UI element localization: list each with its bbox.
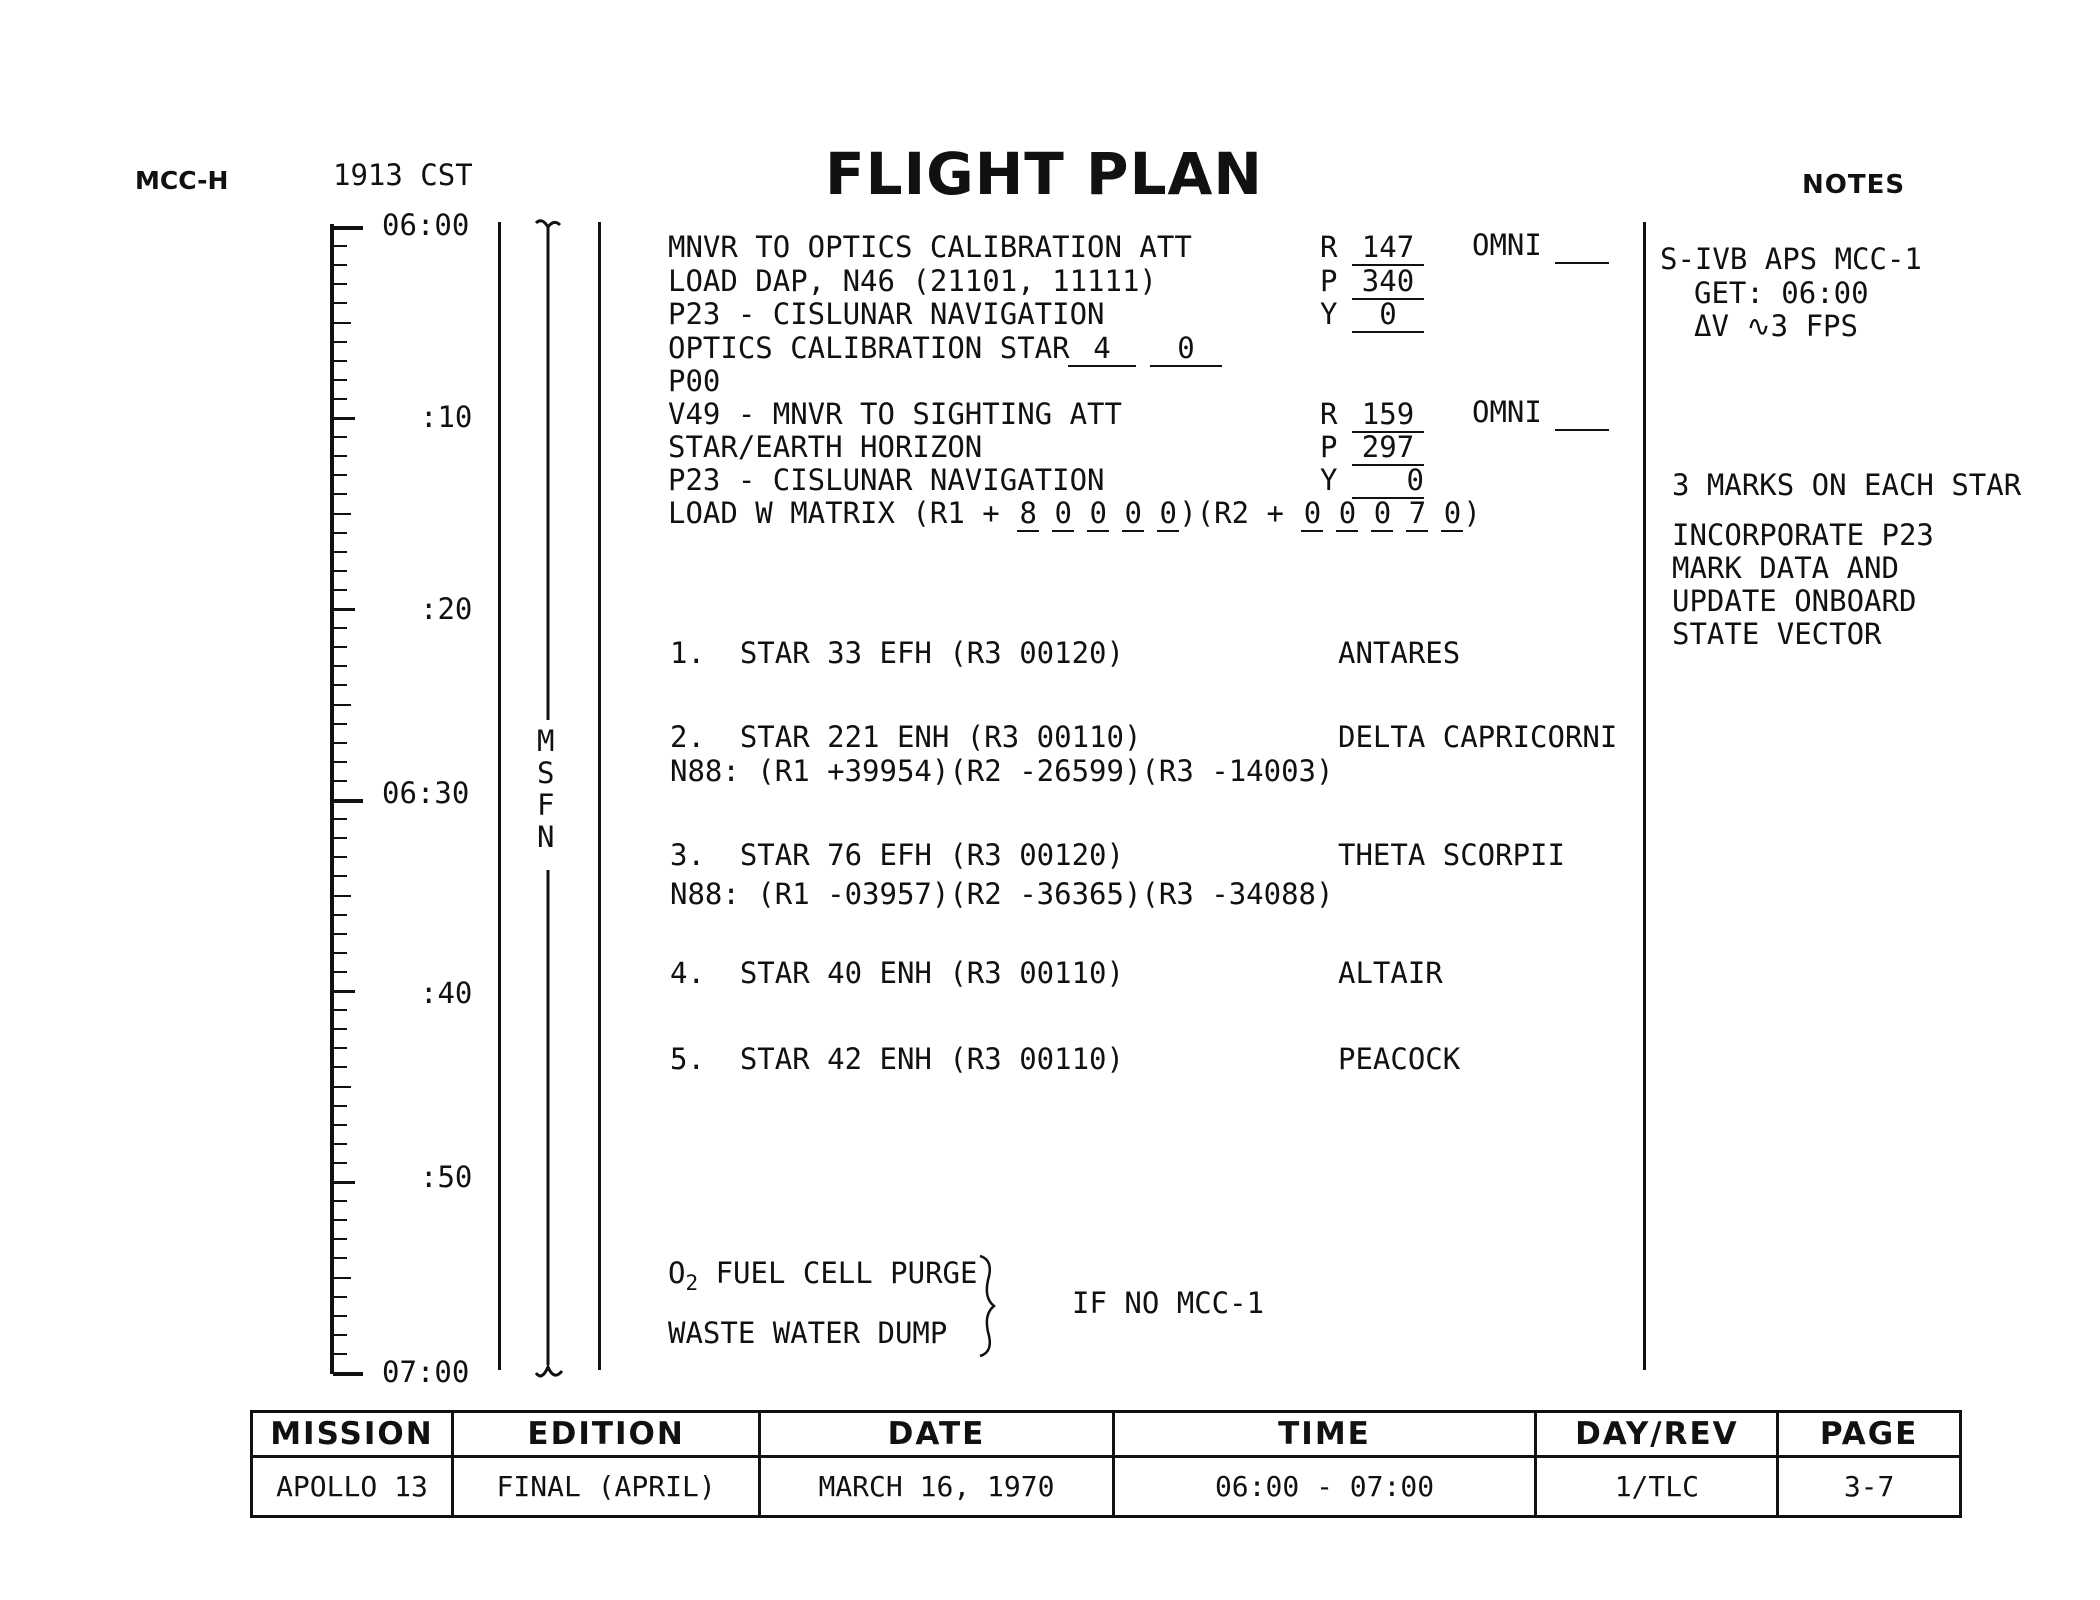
- star-n88-3: N88: (R1 -03957)(R2 -36365)(R3 -34088): [670, 877, 1334, 911]
- time-tick: [333, 532, 347, 534]
- time-tick: [333, 1162, 347, 1164]
- time-tick: [333, 283, 347, 285]
- footer-value-time: 06:00 - 07:00: [1113, 1457, 1536, 1517]
- star-item-3: 3. STAR 76 EFH (R3 00120): [670, 838, 1124, 872]
- time-tick: [333, 436, 347, 438]
- w-r1-digit: 0: [1052, 496, 1074, 532]
- time-tick: [333, 799, 363, 803]
- time-tick: [333, 1315, 347, 1317]
- footer-header-time: TIME: [1113, 1412, 1536, 1457]
- time-tick: [333, 914, 347, 916]
- att1-y-value: 0: [1352, 297, 1424, 333]
- footer-value-page: 3-7: [1778, 1457, 1961, 1517]
- star-name-4: ALTAIR: [1338, 956, 1443, 990]
- time-tick: [333, 1219, 347, 1221]
- footer-header-date: DATE: [760, 1412, 1113, 1457]
- activity-p00: P00: [668, 364, 721, 398]
- time-label-0700: 07:00: [382, 1355, 470, 1389]
- star-name-1: ANTARES: [1338, 636, 1461, 670]
- time-tick: [333, 226, 363, 230]
- time-tick: [333, 1066, 347, 1068]
- footer-value-mission: APOLLO 13: [252, 1457, 453, 1517]
- time-tick: [333, 875, 347, 877]
- time-tick: [333, 322, 351, 324]
- star-name-5: PEACOCK: [1338, 1042, 1461, 1076]
- notes-label: NOTES: [1802, 170, 1906, 200]
- note-mark-data: MARK DATA AND: [1672, 551, 1899, 585]
- time-label-40: :40: [420, 976, 473, 1010]
- time-tick: [333, 761, 347, 763]
- org-label: MCC-H: [135, 166, 229, 195]
- time-label-50: :50: [420, 1160, 473, 1194]
- time-label-0630: 06:30: [382, 776, 470, 810]
- att2-y-value: 0: [1352, 463, 1424, 499]
- activity-v49: V49 - MNVR TO SIGHTING ATT: [668, 397, 1122, 431]
- time-tick: [333, 837, 347, 839]
- column-divider-2: [598, 222, 601, 1370]
- att2-omni-label: OMNI: [1472, 395, 1542, 429]
- o2-fuel-cell-purge: $O_2$ FUEL CELL PURGE: [668, 1256, 978, 1295]
- att2-y-label: Y: [1320, 463, 1338, 497]
- optics-star-value-1: 4: [1068, 331, 1136, 367]
- note-delta-v: ΔV ∿3 FPS: [1694, 309, 1858, 343]
- note-update: UPDATE ONBOARD: [1672, 584, 1917, 618]
- att1-r-label: R: [1320, 230, 1338, 264]
- time-cst: 1913 CST: [333, 158, 473, 192]
- footer-header-dayrev: DAY/REV: [1536, 1412, 1778, 1457]
- star-name-2: DELTA CAPRICORNI: [1338, 720, 1618, 754]
- footer-header-edition: EDITION: [452, 1412, 760, 1457]
- time-tick: [333, 398, 347, 400]
- station-letter-f: F: [537, 788, 555, 822]
- time-tick: [333, 1353, 347, 1355]
- att2-r-value: 159: [1352, 397, 1424, 433]
- note-state-vector: STATE VECTOR: [1672, 617, 1882, 651]
- time-tick: [333, 933, 347, 935]
- time-tick: [333, 379, 347, 381]
- att1-p-value: 340: [1352, 264, 1424, 300]
- time-tick: [333, 417, 355, 420]
- waste-water-dump: WASTE WATER DUMP: [668, 1316, 948, 1350]
- time-tick: [333, 704, 351, 706]
- time-tick: [333, 665, 347, 667]
- star-n88-2: N88: (R1 +39954)(R2 -26599)(R3 -14003): [670, 754, 1334, 788]
- optics-star-value-2: 0: [1150, 331, 1222, 367]
- att1-r-value: 147: [1352, 230, 1424, 266]
- station-letter-s: S: [537, 756, 555, 790]
- time-tick: [333, 474, 347, 476]
- time-tick: [333, 360, 347, 362]
- time-tick: [333, 818, 347, 820]
- time-tick: [333, 1143, 347, 1145]
- w-r2-digit: 0: [1336, 496, 1358, 532]
- column-divider-3: [1643, 222, 1646, 1370]
- time-tick: [333, 1334, 347, 1336]
- time-tick: [333, 1200, 347, 1202]
- w-r2-digit: 7: [1406, 496, 1428, 532]
- note-incorporate: INCORPORATE P23: [1672, 518, 1934, 552]
- w-r1-digit: 0: [1122, 496, 1144, 532]
- att1-omni-label: OMNI: [1472, 228, 1542, 262]
- att2-r-label: R: [1320, 397, 1338, 431]
- column-divider-1: [498, 222, 501, 1370]
- time-tick: [333, 1257, 347, 1259]
- time-tick: [333, 1124, 347, 1126]
- footer-value-dayrev: 1/TLC: [1536, 1457, 1778, 1517]
- time-tick: [333, 1028, 347, 1030]
- if-no-mcc1: IF NO MCC-1: [1072, 1286, 1265, 1320]
- time-tick: [333, 723, 347, 725]
- time-tick: [333, 1296, 347, 1298]
- station-letter-m: M: [537, 724, 555, 758]
- time-tick: [333, 627, 347, 629]
- activity-p23-2: P23 - CISLUNAR NAVIGATION: [668, 463, 1105, 497]
- w-r2-digit: 0: [1371, 496, 1393, 532]
- note-sivb-aps: S-IVB APS MCC-1: [1660, 242, 1922, 276]
- time-tick: [333, 971, 347, 973]
- time-tick: [333, 1009, 347, 1011]
- time-tick: [333, 264, 347, 266]
- activity-load-dap: LOAD DAP, N46 (21101, 11111): [668, 264, 1157, 298]
- star-name-3: THETA SCORPII: [1338, 838, 1565, 872]
- att1-p-label: P: [1320, 264, 1338, 298]
- activity-optics-star: OPTICS CALIBRATION STAR: [668, 331, 1070, 365]
- time-tick: [333, 513, 351, 515]
- footer-header-mission: MISSION: [252, 1412, 453, 1457]
- activity-mnvr-calibration: MNVR TO OPTICS CALIBRATION ATT: [668, 230, 1192, 264]
- time-tick: [333, 589, 347, 591]
- time-tick: [333, 742, 347, 744]
- time-tick: [333, 493, 347, 495]
- time-tick: [333, 245, 347, 247]
- star-item-5: 5. STAR 42 ENH (R3 00110): [670, 1042, 1124, 1076]
- time-tick: [333, 895, 351, 897]
- att2-omni-blank: [1555, 429, 1609, 431]
- footer-value-date: MARCH 16, 1970: [760, 1457, 1113, 1517]
- page-title: FLIGHT PLAN: [825, 140, 1263, 208]
- w-r1-digit: 8: [1017, 496, 1039, 532]
- station-letter-n: N: [537, 820, 555, 854]
- time-tick: [333, 990, 355, 993]
- time-tick: [333, 646, 347, 648]
- att2-p-label: P: [1320, 430, 1338, 464]
- time-tick: [333, 856, 347, 858]
- time-tick: [333, 1277, 351, 1279]
- star-item-4: 4. STAR 40 ENH (R3 00110): [670, 956, 1124, 990]
- time-label-10: :10: [420, 400, 473, 434]
- time-tick: [333, 952, 347, 954]
- att1-omni-blank: [1555, 262, 1609, 264]
- activity-p23-1: P23 - CISLUNAR NAVIGATION: [668, 297, 1105, 331]
- time-tick: [333, 570, 347, 572]
- star-item-2: 2. STAR 221 ENH (R3 00110): [670, 720, 1142, 754]
- time-tick: [333, 1181, 355, 1184]
- w-r2-digit: 0: [1441, 496, 1463, 532]
- time-label-20: :20: [420, 592, 473, 626]
- footer-table: [250, 1410, 1962, 1518]
- footer-header-page: PAGE: [1778, 1412, 1961, 1457]
- activity-load-w-matrix: LOAD W MATRIX (R1 + 8 0 0 0 0)(R2 + 0 0 0 7 0): [668, 496, 1481, 530]
- brace-icon: [976, 1254, 1000, 1358]
- time-tick: [333, 780, 347, 782]
- time-tick: [333, 684, 347, 686]
- time-tick: [333, 1086, 351, 1088]
- time-tick: [333, 302, 347, 304]
- note-marks: 3 MARKS ON EACH STAR: [1672, 468, 2022, 502]
- time-tick: [333, 1105, 347, 1107]
- time-tick: [333, 1047, 347, 1049]
- time-tick: [333, 551, 347, 553]
- time-tick: [333, 1238, 347, 1240]
- w-r1-digit: 0: [1087, 496, 1109, 532]
- w-r2-digit: 0: [1301, 496, 1323, 532]
- w-r1-digit: 0: [1157, 496, 1179, 532]
- note-get: GET: 06:00: [1694, 276, 1869, 310]
- time-label-0600: 06:00: [382, 208, 470, 242]
- footer-value-edition: FINAL (APRIL): [452, 1457, 760, 1517]
- att1-y-label: Y: [1320, 297, 1338, 331]
- time-tick: [333, 608, 355, 611]
- att2-p-value: 297: [1352, 430, 1424, 466]
- star-item-1: 1. STAR 33 EFH (R3 00120): [670, 636, 1124, 670]
- time-tick: [333, 341, 347, 343]
- time-tick: [333, 455, 347, 457]
- time-tick: [333, 1372, 363, 1376]
- activity-star-earth: STAR/EARTH HORIZON: [668, 430, 983, 464]
